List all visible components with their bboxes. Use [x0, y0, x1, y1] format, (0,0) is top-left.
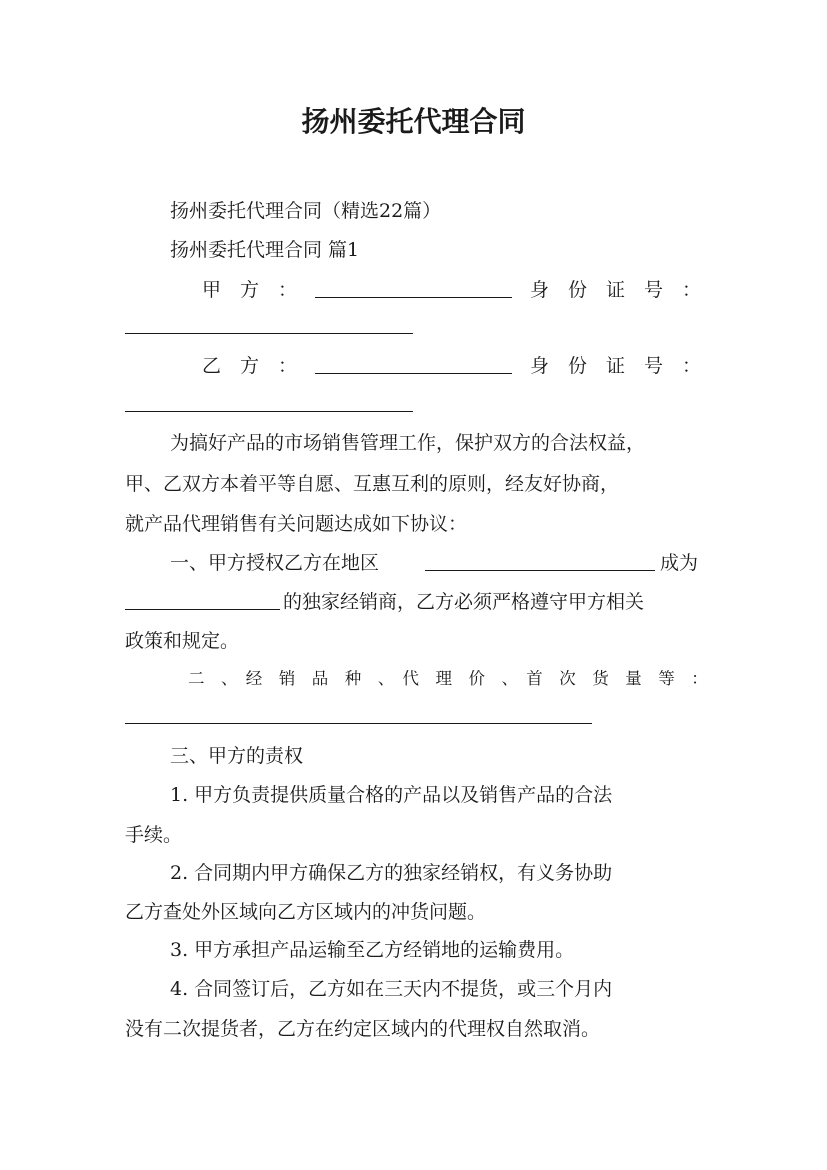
clause-1-part-1: 一、甲方授权乙方在地区: [170, 552, 380, 574]
clause-2: 二 、 经 销 品 种 、 代 理 价 、 首 次 货 量 等 ：: [188, 669, 708, 688]
party-b-id-label: 身 份 证 号 ：: [530, 355, 702, 377]
party-b-id-blank: [125, 411, 413, 412]
document-title: 扬州委托代理合同: [301, 105, 526, 138]
clause-2-blank: [125, 723, 592, 724]
item-4-line-1: 4. 合同签订后，乙方如在三天内不提货，或三个月内: [170, 978, 613, 1000]
document-subtitle: 扬州委托代理合同（精选22篇）: [170, 200, 442, 222]
item-4-line-2: 没有二次提货者，乙方在约定区域内的代理权自然取消。: [125, 1018, 601, 1040]
clause-1-part-2: 成为: [660, 552, 699, 574]
intro-line-3: 就产品代理销售有关问题达成如下协议：: [125, 513, 468, 535]
item-2-line-2: 乙方查处外区域向乙方区域内的冲货问题。: [125, 901, 487, 923]
party-b-name-blank: [315, 373, 512, 374]
clause-1-dealer-blank: [125, 609, 280, 610]
intro-line-2: 甲、乙双方本着平等自愿、互惠互利的原则，经友好协商，: [125, 473, 620, 495]
item-3-line-1: 3. 甲方承担产品运输至乙方经销地的运输费用。: [170, 939, 575, 961]
clause-1-region-blank: [425, 570, 655, 571]
party-a-id-blank: [125, 333, 413, 334]
party-a-label: 甲 方 ：: [202, 279, 298, 301]
intro-line-1: 为搞好产品的市场销售管理工作，保护双方的合法权益，: [170, 432, 646, 454]
section-heading: 扬州委托代理合同 篇1: [170, 239, 360, 261]
item-1-line-2: 手续。: [125, 824, 183, 846]
clause-1-part-3: 的独家经销商，乙方必须严格遵守甲方相关: [283, 591, 645, 613]
party-a-id-label: 身 份 证 号 ：: [530, 279, 702, 301]
clause-1-part-4: 政策和规定。: [125, 630, 240, 652]
clause-3-heading: 三、甲方的责权: [170, 745, 304, 767]
item-1-line-1: 1. 甲方负责提供质量合格的产品以及销售产品的合法: [170, 784, 613, 806]
party-a-name-blank: [315, 297, 512, 298]
party-b-label: 乙 方 ：: [202, 355, 298, 377]
item-2-line-1: 2. 合同期内甲方确保乙方的独家经销权，有义务协助: [170, 862, 613, 884]
